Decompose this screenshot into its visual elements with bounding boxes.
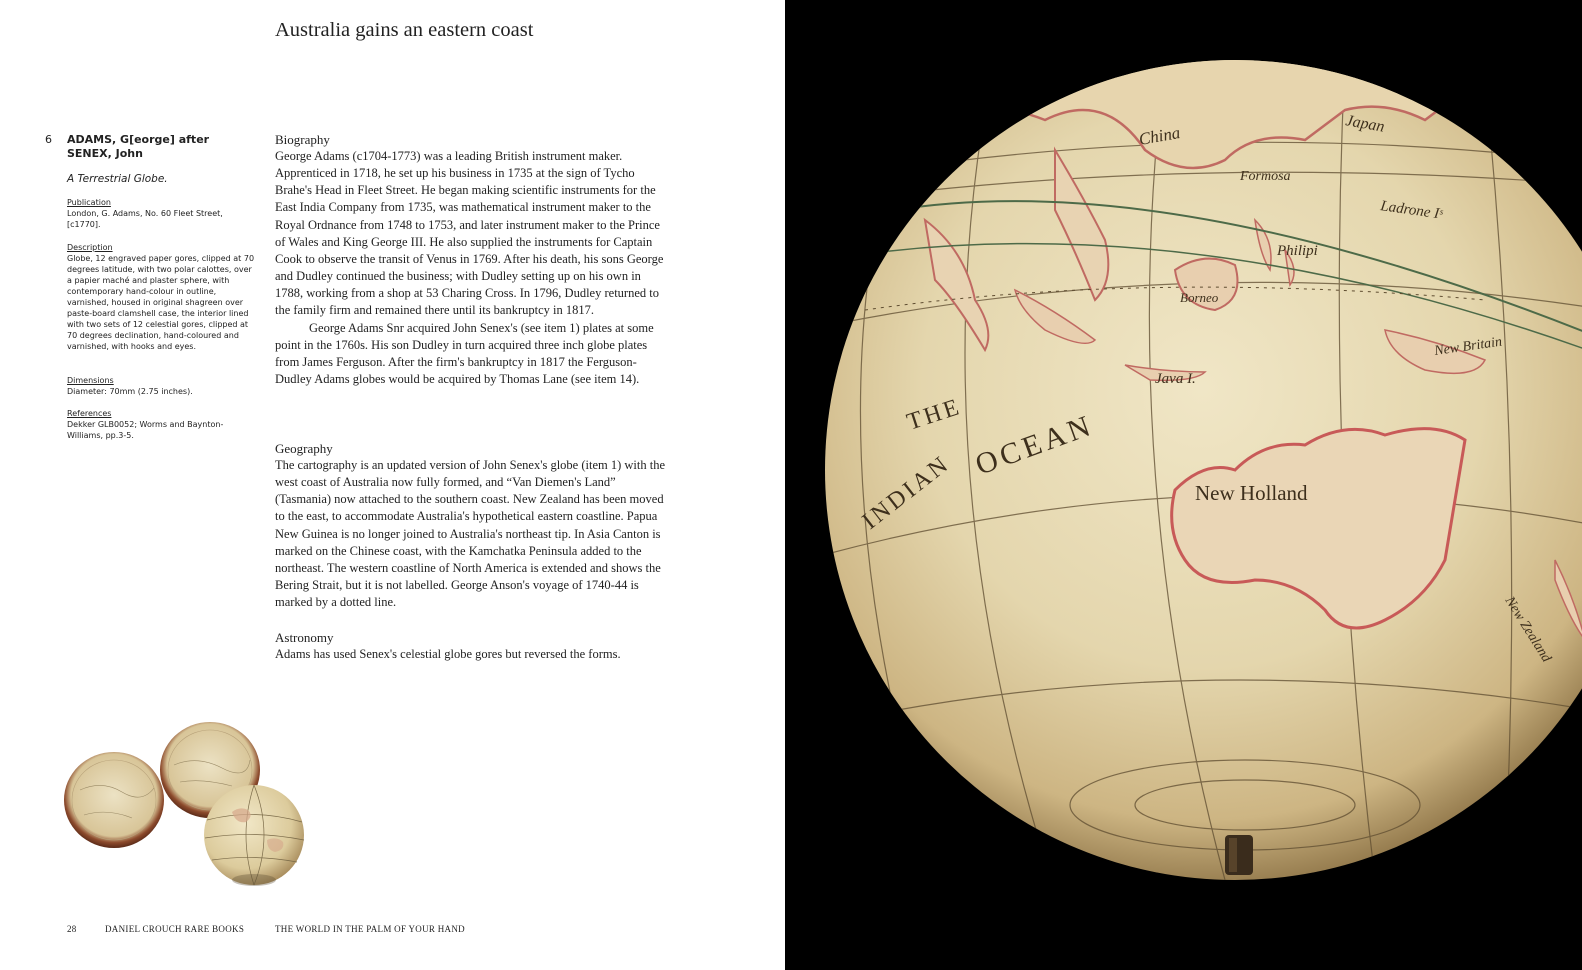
globe-with-case-photo bbox=[62, 720, 312, 890]
publication-text: London, G. Adams, No. 60 Fleet Street, [c1770]. bbox=[67, 209, 223, 229]
description-block bbox=[67, 242, 257, 352]
item-number: 6 bbox=[45, 133, 52, 146]
large-globe-photo bbox=[785, 0, 1582, 970]
biography-heading: Biography bbox=[275, 132, 330, 147]
small-terrestrial-globe bbox=[204, 785, 304, 886]
astronomy-paragraph: Adams has used Senex's celestial globe gores but reversed the forms. bbox=[275, 647, 621, 661]
geography-paragraph: The cartography is an updated version of John Senex's globe (item 1) with the west coast of Australia now fully formed, and “Van Diemen's Land” (Tasmania) now attached to the southern coast. New Zealand has been moved to the east, to accommodate Australia's hypothetical eastern coastline. Papua New Guinea is no longer joined to Australia's northeast tip. In Asia Canton is marked on the Chinese coast, with the Kamchatka Peninsula added to the northeast. The western coastline of North America is extended and shows the Bering Strait, but it is not labelled. George Anson's voyage of 1740-44 is marked by a dotted line. bbox=[275, 458, 666, 610]
left-page bbox=[0, 0, 785, 970]
description-text: Globe, 12 engraved paper gores, clipped at 70 degrees latitude, with two polar calottes, over a papier maché and plaster sphere, with contemporary hand-colour in outline, varnished, housed in original shagreen over paste-board clamshell case, the interior lined with two sets of 12 celestial gores, clipped at 70 degrees declination, hand-coloured and varnished, with hooks and eyes. bbox=[67, 254, 255, 351]
astronomy-text bbox=[275, 646, 670, 663]
publication-label: Publication bbox=[67, 198, 111, 207]
description-label: Description bbox=[67, 243, 113, 252]
label-the: THE bbox=[903, 393, 965, 436]
biography-text bbox=[275, 148, 670, 388]
references-block bbox=[67, 408, 257, 441]
right-page-plate bbox=[785, 0, 1582, 970]
biography-paragraph-1: George Adams (c1704-1773) was a leading British instrument maker. Apprenticed in 1718, he set up his business in 1735 at the sign of Tycho Brahe's Head in Fleet Street. He began making scientific instruments for the East India Company from 1735, was mathematical instrument maker to the Royal Ordnance from 1748 to 1753, and later instrument maker to the Prince of Wales and King George III. He also supplied the instruments for Captain Cook to observe the transit of Venus in 1769. After his death, his sons George and Dudley continued the business; with Dudley setting up on his own in 1788, working from a shop at 53 Charing Cross. In 1796, Dudley returned to the family firm and remained there until its bankruptcy in 1817. bbox=[275, 149, 664, 318]
footer-page-number: 28 bbox=[67, 924, 77, 934]
label-indian: INDIAN bbox=[857, 450, 956, 535]
case-half-left bbox=[64, 752, 164, 848]
label-new-holland: New Holland bbox=[1195, 481, 1308, 505]
item-title: A Terrestrial Globe. bbox=[67, 173, 168, 185]
label-new-britain: New Britain bbox=[1433, 334, 1503, 359]
item-author: ADAMS, G[eorge] after SENEX, John bbox=[67, 133, 210, 160]
biography-paragraph-2: George Adams Snr acquired John Senex's (see item 1) plates at some point in the 1760s. His son Dudley in turn acquired three inch globe plates from James Ferguson. After the firm's bankruptcy in 1817 the Ferguson-Dudley Adams globes would be acquired by Thomas Lane (see item 14). bbox=[275, 320, 654, 387]
label-ladrone: Ladrone Iˢ bbox=[1379, 198, 1444, 223]
label-china: China bbox=[1137, 123, 1182, 149]
references-label: References bbox=[67, 409, 112, 418]
references-text: Dekker GLB0052; Worms and Baynton-Williams, pp.3-5. bbox=[67, 420, 224, 440]
page-heading: Australia gains an eastern coast bbox=[275, 19, 534, 41]
label-new-zealand: New Zealand bbox=[1501, 594, 1554, 666]
dimensions-block bbox=[67, 375, 257, 397]
label-ocean: OCEAN bbox=[971, 408, 1099, 482]
label-borneo: Borneo bbox=[1180, 290, 1219, 305]
footer-publisher: DANIEL CROUCH RARE BOOKS bbox=[105, 924, 245, 934]
label-formosa: Formosa bbox=[1240, 169, 1291, 184]
label-philippine: Philipi bbox=[1277, 243, 1318, 259]
footer-book-title: THE WORLD IN THE PALM OF YOUR HAND bbox=[275, 924, 465, 934]
label-java: Java I. bbox=[1155, 371, 1196, 387]
dimensions-label: Dimensions bbox=[67, 376, 114, 385]
label-japan: Japan bbox=[1344, 112, 1386, 136]
geography-text bbox=[275, 457, 670, 611]
publication-block bbox=[67, 197, 257, 230]
globe-pin bbox=[1225, 835, 1253, 875]
dimensions-text: Diameter: 70mm (2.75 inches). bbox=[67, 387, 193, 396]
geography-heading: Geography bbox=[275, 441, 333, 456]
astronomy-heading: Astronomy bbox=[275, 630, 334, 645]
